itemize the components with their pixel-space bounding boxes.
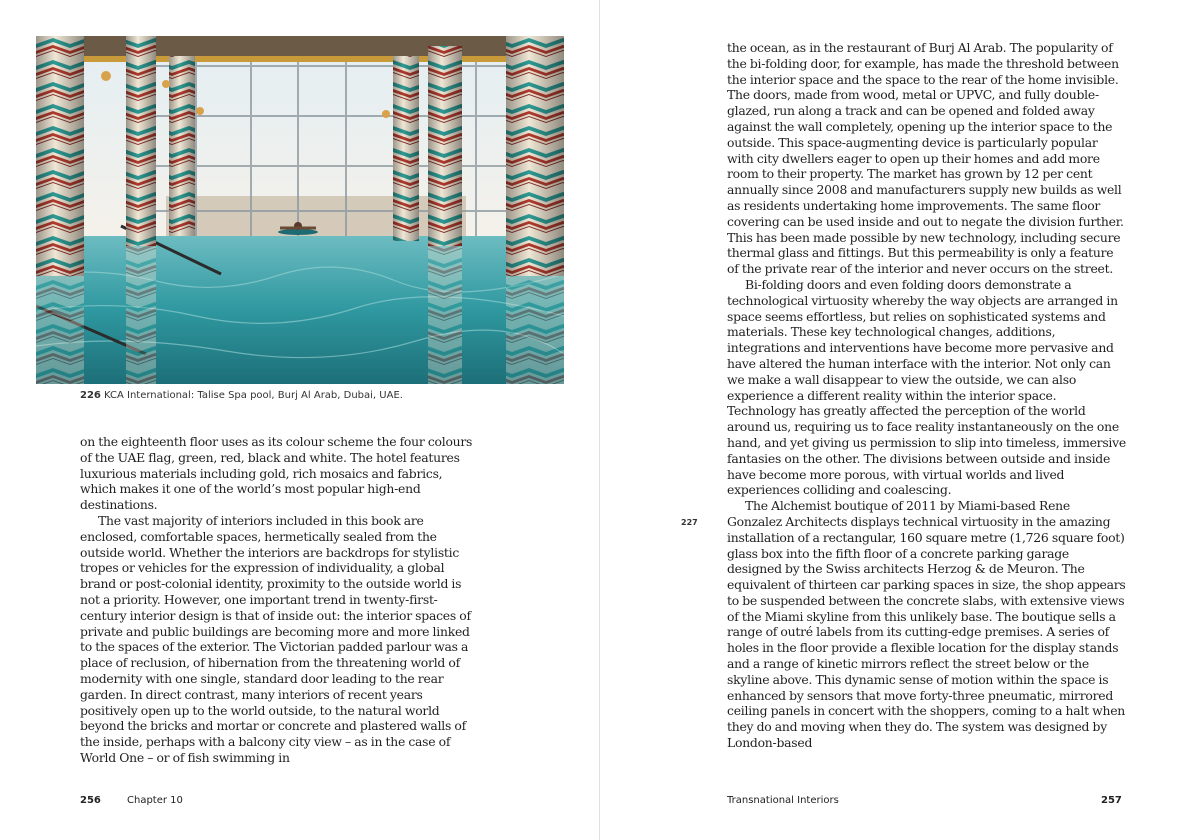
figure-reference-marker: 227 — [681, 518, 698, 527]
figure-caption-text: KCA International: Talise Spa pool, Burj Al Arab, Dubai, UAE. — [104, 390, 403, 401]
paragraph: The Alchemist boutique of 2011 by Miami-based Rene Gonzalez Architects displays technical virtuosity in the amazing installation of a rectangular, 160 square metre (1,726 square foot) glass box into the fifth floor of a concrete parking garage designed by the Swiss architects Herzog & de Meuron. The equivalent of thirteen car parking spaces in size, the shop appears to be suspended between the concrete slabs, with extensive views of the Miami skyline from this unlikely base. The boutique sells a range of outré labels from its cutting-edge premises. A series of holes in the floor provide a flexible location for the display stands and a range of kinetic mirrors reflect the street below or the skyline above. This dynamic sense of motion within the space is enhanced by sensors that move forty-three pneumatic, mirrored ceiling panels in concert with the shoppers, coming to a halt when they do and moving when they do. The system was designed by London-based — [727, 498, 1126, 751]
paragraph: Bi-folding doors and even folding doors demonstrate a technological virtuosity whereby the way objects are arranged in space seems effortless, but relies on sophisticated systems and materials. These key technological changes, additions, integrations and interventions have become more pervasive and have altered the human interface with the interior. Not only can we make a wall disappear to view the outside, we can also experience a different reality within the interior space. Technology has greatly affected the perception of the world around us, requiring us to face reality instantaneously on the one hand, and yet giving us permission to slip into timeless, immersive fantasies on the other. The divisions between outside and inside have become more porous, with virtual worlds and lived experiences colliding and coalescing. — [727, 276, 1126, 498]
spa-pool-photo — [36, 36, 564, 384]
right-body-text — [727, 40, 1127, 751]
paragraph: The vast majority of interiors included in this book are enclosed, comfortable spaces, hermetically sealed from the outside world. Whether the interiors are backdrops for stylistic tropes or vehicles for the expression of individuality, a global brand or post-colonial identity, proximity to the outside world is not a priority. However, one important trend in twenty-first-century interior design is that of inside out: the interior spaces of private and public buildings are becoming more and more linked to the spaces of the exterior. The Victorian padded parlour was a place of reclusion, of hibernation from the threatening world of modernity with one single, standard door leading to the rear garden. In direct contrast, many interiors of recent years positively open up to the world outside, to the natural world beyond the bricks and mortar or concrete and plastered walls of the inside, perhaps with a balcony city view – as in the case of World One – or of fish swimming in — [80, 512, 471, 765]
page-number-left: 256 — [80, 795, 101, 806]
page-number-right: 257 — [1101, 795, 1122, 806]
paragraph: on the eighteenth floor uses as its colour scheme the four colours of the UAE flag, green, red, black and white. The hotel features luxurious materials including gold, rich mosaics and fabrics, which makes it one of the world’s most popular high-end destinations. — [80, 434, 473, 513]
paragraph: the ocean, as in the restaurant of Burj Al Arab. The popularity of the bi-folding door, for example, has made the threshold between the interior space and the space to the rear of the home invisible. The doors, made from wood, metal or UPVC, and fully double-glazed, run along a track and can be opened and folded away against the wall completely, opening up the interior space to the outside. This space-augmenting device is particularly popular with city dwellers eager to open up their homes and add more room to their property. The market has grown by 12 per cent annually since 2008 and manufacturers supply new builds as well as residents undertaking home improvements. The same floor covering can be used inside and out to negate the division further. This has been made possible by new technology, including secure thermal glass and fittings. But this permeability is only a feature of the private rear of the interior and never occurs on the street. — [727, 40, 1124, 277]
figure-number: 226 — [80, 390, 101, 401]
running-head-title: Transnational Interiors — [727, 795, 839, 806]
running-head-chapter: Chapter 10 — [127, 795, 183, 806]
left-body-text — [80, 434, 480, 766]
